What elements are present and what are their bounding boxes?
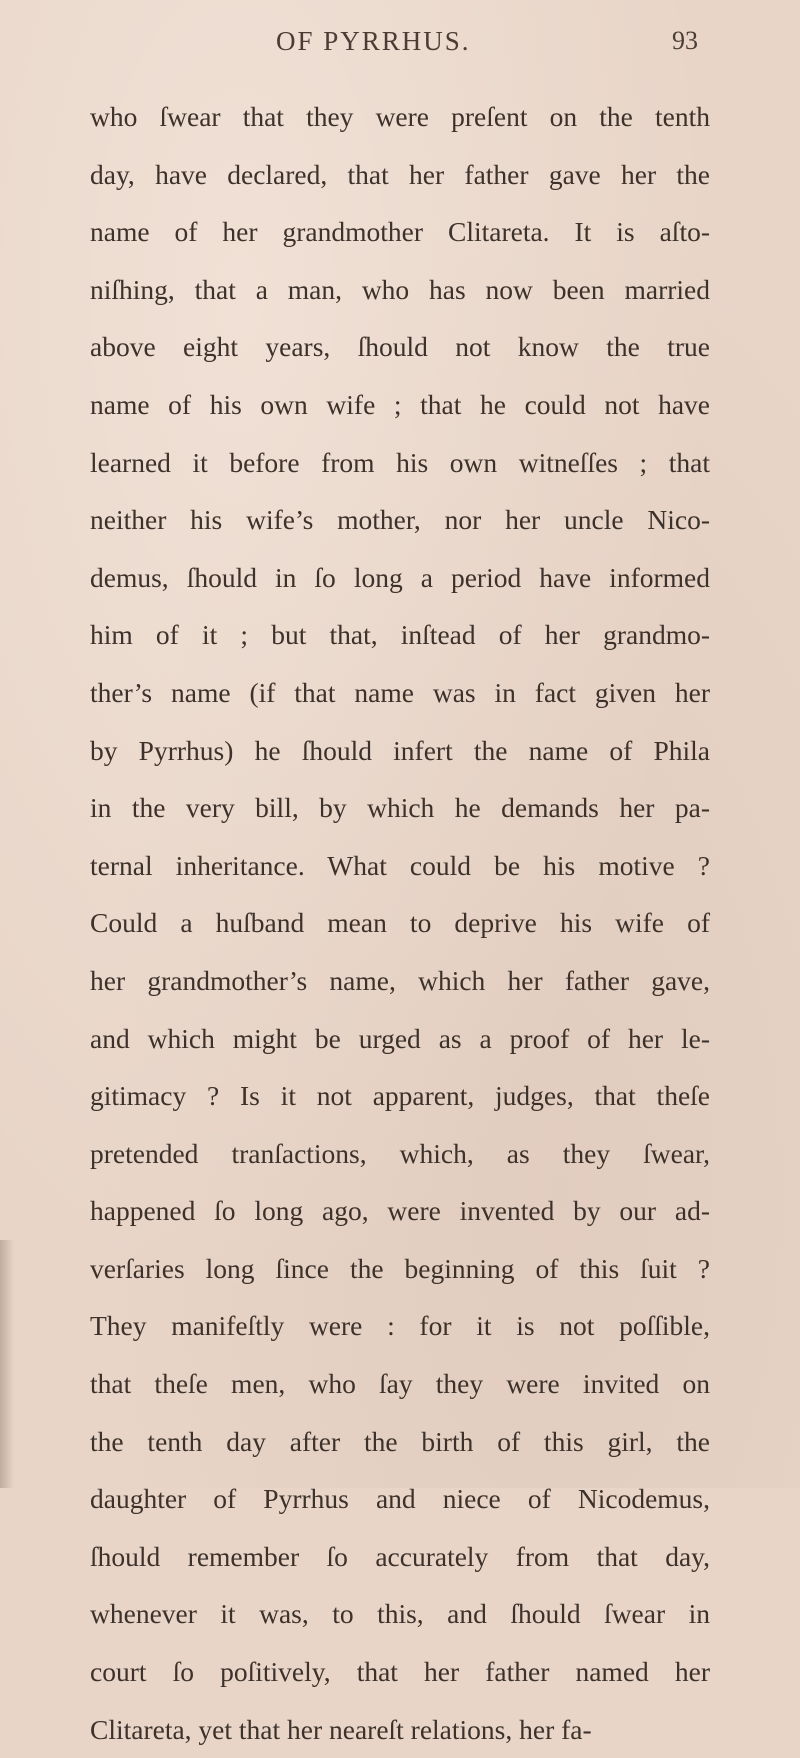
text-line: Clitareta, yet that her neareſt relations, her fa- [90, 1713, 592, 1745]
text-line: above eight years, ſhould not know the true [90, 331, 710, 363]
text-line: whenever it was, to this, and ſhould ſwear in [90, 1598, 710, 1630]
page-number: 93 [672, 26, 698, 55]
text-line: Could a huſband mean to deprive his wife of [90, 907, 710, 939]
text-line: They manifeſtly were : for it is not poſſible, [90, 1310, 710, 1342]
text-line: verſaries long ſince the beginning of this ſuit ? [90, 1252, 710, 1284]
text-line: the tenth day after the birth of this girl, the [90, 1425, 710, 1457]
text-line: and which might be urged as a proof of her le- [90, 1022, 710, 1054]
text-line: gitimacy ? Is it not apparent, judges, that theſe [90, 1080, 710, 1112]
text-line: in the very bill, by which he demands her pa- [90, 792, 710, 824]
text-line: ternal inheritance. What could be his motive ? [90, 849, 710, 881]
text-line: ther’s name (if that name was in fact given her [90, 676, 710, 708]
page-edge-shadow [0, 1240, 14, 1488]
text-line: name of her grandmother Clitareta. It is aſto- [90, 216, 710, 248]
text-line: pretended tranſactions, which, as they ſwear, [90, 1137, 710, 1169]
text-line: ſhould remember ſo accurately from that day, [90, 1540, 710, 1572]
text-line: her grandmother’s name, which her father gave, [90, 964, 710, 996]
text-line: name of his own wife ; that he could not have [90, 388, 710, 420]
text-line: neither his wife’s mother, nor her uncle Nico- [90, 504, 710, 536]
text-line: happened ſo long ago, were invented by our ad- [90, 1195, 710, 1227]
text-line: who ſwear that they were preſent on the tenth [90, 101, 710, 132]
text-line: day, have declared, that her father gave her the [90, 158, 710, 190]
text-line: niſhing, that a man, who has now been married [90, 273, 710, 305]
text-line: demus, ſhould in ſo long a period have informed [90, 561, 710, 593]
text-line: daughter of Pyrrhus and niece of Nicodemus, [90, 1483, 710, 1515]
text-line: learned it before from his own witneſſes ; that [90, 446, 710, 478]
text-line: court ſo poſitively, that her father named her [90, 1656, 710, 1688]
running-head: OF PYRRHUS. [276, 26, 471, 56]
text-line: him of it ; but that, inſtead of her grandmo- [90, 619, 710, 651]
text-line: by Pyrrhus) he ſhould infert the name of Phila [90, 734, 710, 766]
body-text [90, 88, 710, 1758]
text-line: that theſe men, who ſay they were invited on [90, 1368, 710, 1400]
